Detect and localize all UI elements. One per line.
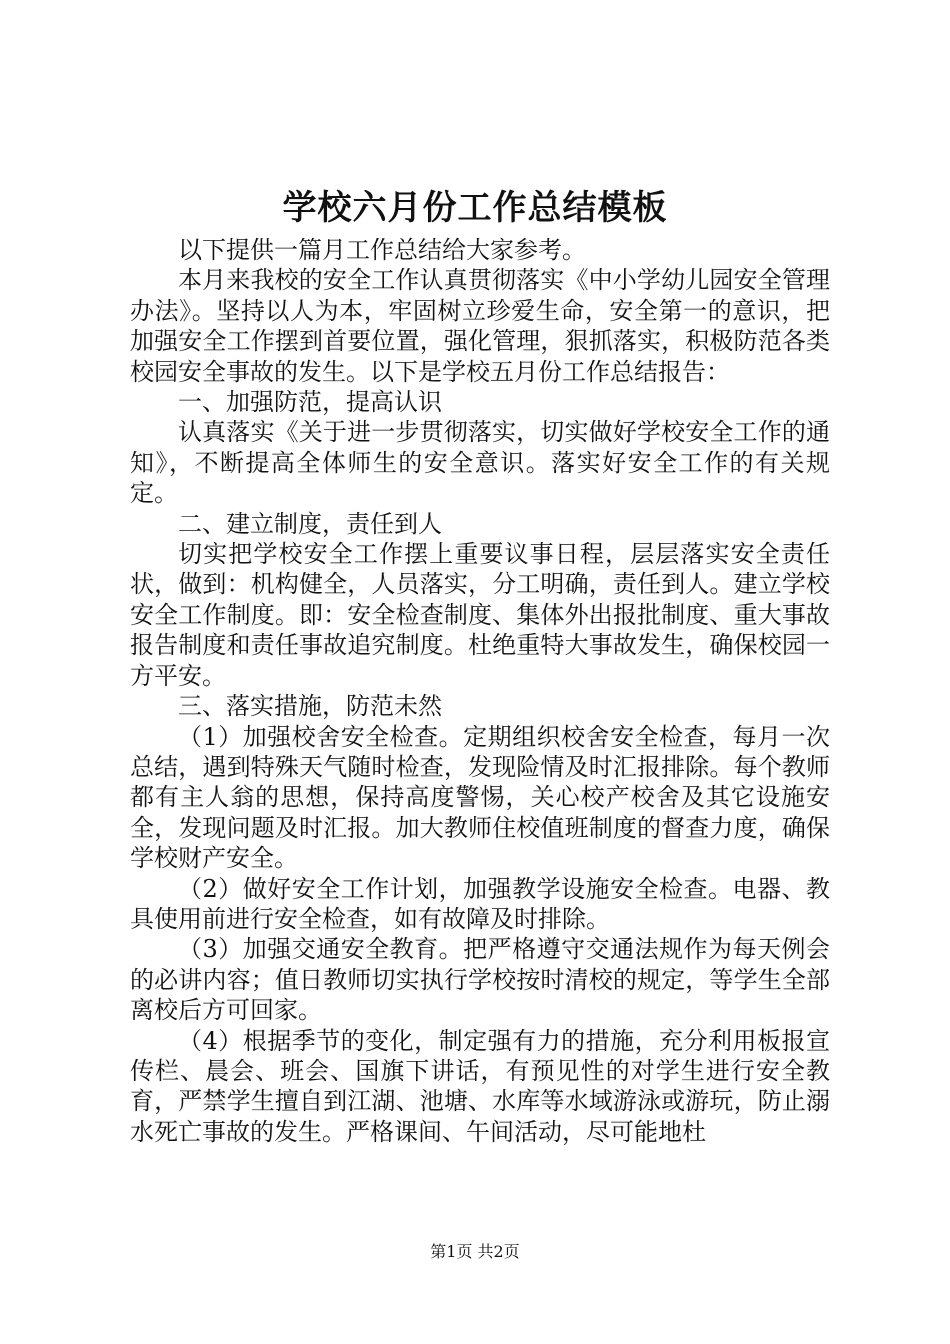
document-title: 学校六月份工作总结模板 [282,188,668,228]
page-footer: 第1页 共2页 [430,1242,520,1261]
paragraph-measure-3: （3）加强交通安全教育。把严格遵守交通法规作为每天例会的必讲内容；值日教师切实执行学校按时清校的规定，等学生全部离校后方可回家。 [130,935,830,1025]
paragraph-measure-1: （1）加强校舍安全检查。定期组织校舍安全检查，每月一次总结，遇到特殊天气随时检查，发现险情及时汇报排除。每个教师都有主人翁的思想，保持高度警惕，关心校产校舍及其它设施安全，发现问题及时汇报。加大教师住校值班制度的督查力度，确保学校财产安全。 [130,722,830,873]
paragraph-overview: 本月来我校的安全工作认真贯彻落实《中小学幼儿园安全管理办法》。坚持以人为本，牢固树立珍爱生命，安全第一的意识，把加强安全工作摆到首要位置，强化管理，狠抓落实，积极防范各类校园安全事故的发生。以下是学校五月份工作总结报告： [130,266,830,386]
paragraph-intro: 以下提供一篇月工作总结给大家参考。 [178,236,586,264]
paragraph-section-2: 切实把学校安全工作摆上重要议事日程，层层落实安全责任状，做到：机构健全，人员落实，分工明确，责任到人。建立学校安全工作制度。即：安全检查制度、集体外出报批制度、重大事故报告制度和责任事故追究制度。杜绝重特大事故发生，确保校园一方平安。 [130,540,830,690]
section-heading-1: 一、加强防范，提高认识 [178,388,442,417]
section-heading-2: 二、建立制度，责任到人 [178,509,442,538]
paragraph-section-1: 认真落实《关于进一步贯彻落实，切实做好学校安全工作的通知》，不断提高全体师生的安全意识。落实好安全工作的有关规定。 [130,418,830,508]
paragraph-measure-2: （2）做好安全工作计划，加强教学设施安全检查。电器、教具使用前进行安全检查，如有故障及时排除。 [130,874,830,933]
document-body [130,235,830,1147]
section-heading-3: 三、落实措施，防范未然 [178,692,442,721]
paragraph-measure-4: （4）根据季节的变化，制定强有力的措施，充分利用板报宣传栏、晨会、班会、国旗下讲话，有预见性的对学生进行安全教育，严禁学生擅自到江湖、池塘、水库等水域游泳或游玩，防止溺水死亡事故的发生。严格课间、午间活动，尽可能地杜 [130,1026,830,1146]
